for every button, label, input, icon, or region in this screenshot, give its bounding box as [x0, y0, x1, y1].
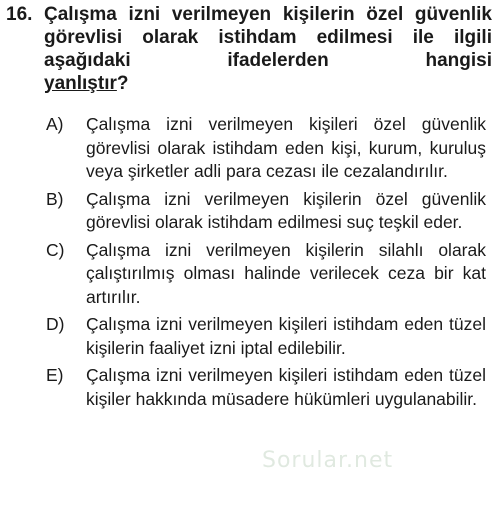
option-a[interactable] [46, 113, 486, 184]
option-b[interactable] [46, 188, 486, 235]
option-text: Çalışma izni verilmeyen kişilerin özel güvenlik görevlisi olarak istihdam edilmesi suç teşkil eder. [86, 188, 486, 232]
question-mark: ? [116, 73, 129, 94]
watermark: Sorular.net [262, 448, 394, 473]
option-text: Çalışma izni verilmeyen kişilerin silahlı olarak çalıştırılmış olması halinde verilecek ceza bir kat artırılır. [86, 239, 486, 307]
question-text [44, 3, 492, 95]
option-c[interactable] [46, 239, 486, 310]
option-text: Çalışma izni verilmeyen kişileri özel güvenlik görevlisi olarak istihdam eden kişi, kurum, kuruluş veya şirketler adli para cezası ile cezalandırılır. [86, 114, 486, 181]
option-letter: C) [46, 239, 65, 260]
option-letter: A) [46, 114, 64, 134]
option-text: Çalışma izni verilmeyen kişileri istihdam eden tüzel kişilerin faaliyet izni iptal edilebilir. [86, 314, 486, 358]
option-text: Çalışma izni verilmeyen kişileri istihdam eden tüzel kişiler hakkında müsadere hükümleri uygulanabilir. [86, 365, 486, 409]
option-letter: E) [46, 365, 64, 385]
question-stem [6, 3, 492, 95]
question-last-line [44, 72, 492, 95]
question-body: Çalışma izni verilmeyen kişilerin özel güvenlik görevlisi olarak istihdam edilmesi ile ilgili aşağıdaki ifadelerden hangisi [44, 4, 492, 71]
question-number: 16. [6, 4, 33, 25]
answer-options [46, 113, 486, 415]
option-e[interactable] [46, 364, 486, 411]
option-letter: B) [46, 188, 64, 209]
question-emphasis: yanlıştır [44, 73, 117, 94]
option-d[interactable] [46, 313, 486, 360]
option-letter: D) [46, 314, 65, 334]
